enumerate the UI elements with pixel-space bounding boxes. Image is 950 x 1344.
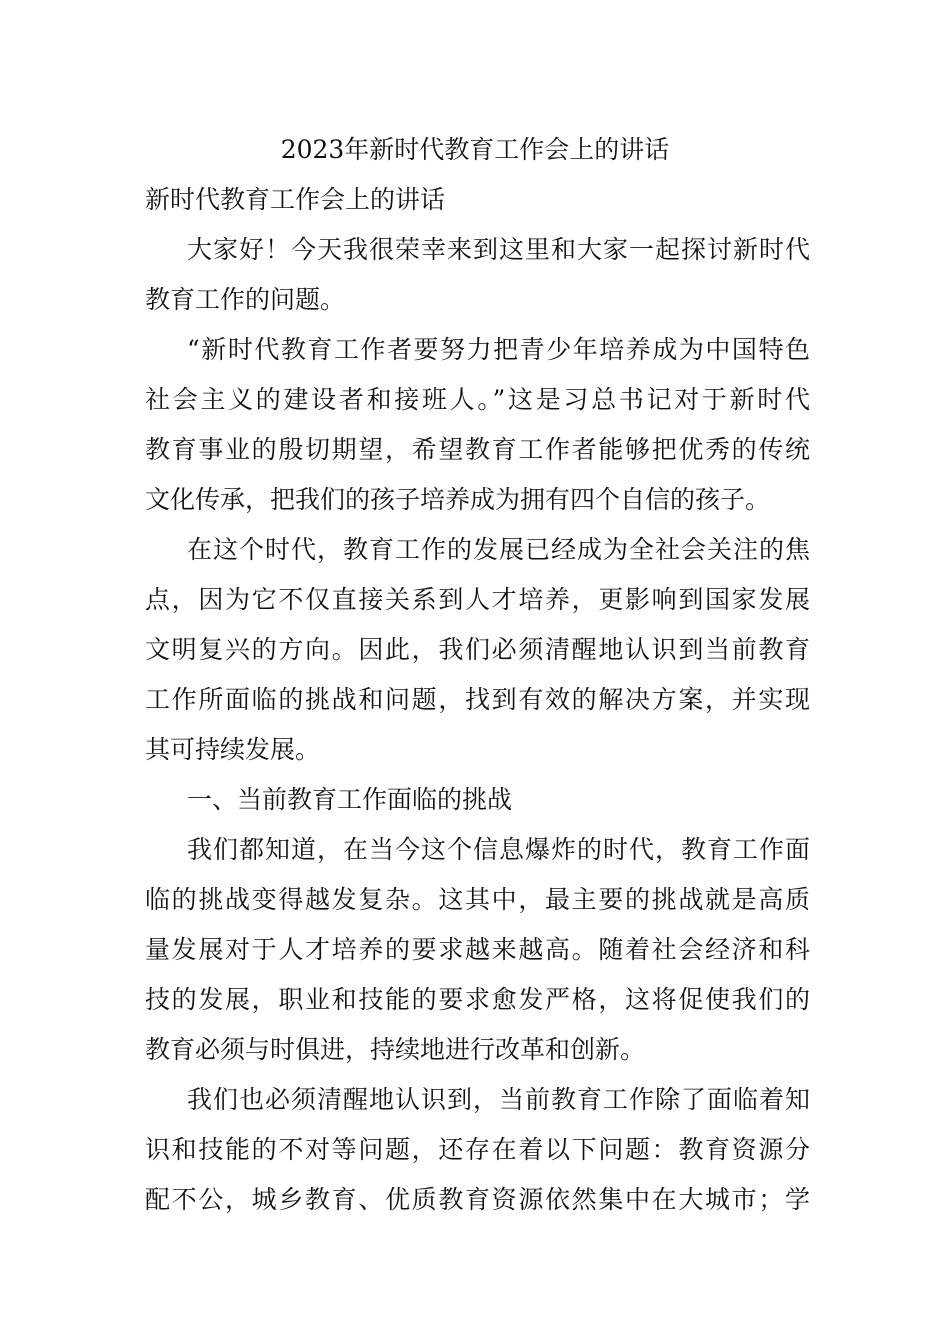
text-line: 文化传承，把我们的孩子培养成为拥有四个自信的孩子。 [145, 485, 771, 514]
text-line: 临的挑战变得越发复杂。这其中，最主要的挑战就是高质 [145, 885, 810, 914]
text-line: 量发展对于人才培养的要求越来越高。随着社会经济和科 [145, 935, 810, 964]
text-line: 点，因为它不仅直接关系到人才培养，更影响到国家发展 [145, 585, 810, 614]
text-line: 教育工作的问题。 [145, 285, 346, 314]
text-line: 文明复兴的方向。因此，我们必须清醒地认识到当前教育 [145, 635, 810, 664]
text-line: 教育必须与时俱进，持续地进行改革和创新。 [145, 1035, 646, 1064]
text-line: 在这个时代，教育工作的发展已经成为全社会关注的焦 [187, 535, 810, 564]
text-line: “新时代教育工作者要努力把青少年培养成为中国特色 [187, 335, 810, 364]
section-heading: 一、当前教育工作面临的挑战 [187, 785, 513, 814]
text-line: 大家好！今天我很荣幸来到这里和大家一起探讨新时代 [187, 235, 810, 264]
text-line: 我们也必须清醒地认识到，当前教育工作除了面临着知 [187, 1085, 810, 1114]
text-line: 我们都知道，在当今这个信息爆炸的时代，教育工作面 [187, 835, 810, 864]
text-line: 社会主义的建设者和接班人。”这是习总书记对于新时代 [145, 385, 810, 414]
document-title: 2023年新时代教育工作会上的讲话 [280, 135, 670, 164]
text-line: 识和技能的不对等问题，还存在着以下问题：教育资源分 [145, 1135, 810, 1164]
text-line: 配不公，城乡教育、优质教育资源依然集中在大城市；学 [145, 1185, 810, 1214]
text-line: 技的发展，职业和技能的要求愈发严格，这将促使我们的 [145, 985, 810, 1014]
text-line: 工作所面临的挑战和问题，找到有效的解决方案，并实现 [145, 685, 810, 714]
text-line: 其可持续发展。 [145, 735, 321, 764]
text-line: 教育事业的殷切期望，希望教育工作者能够把优秀的传统 [145, 435, 810, 464]
document-subtitle: 新时代教育工作会上的讲话 [145, 185, 446, 214]
